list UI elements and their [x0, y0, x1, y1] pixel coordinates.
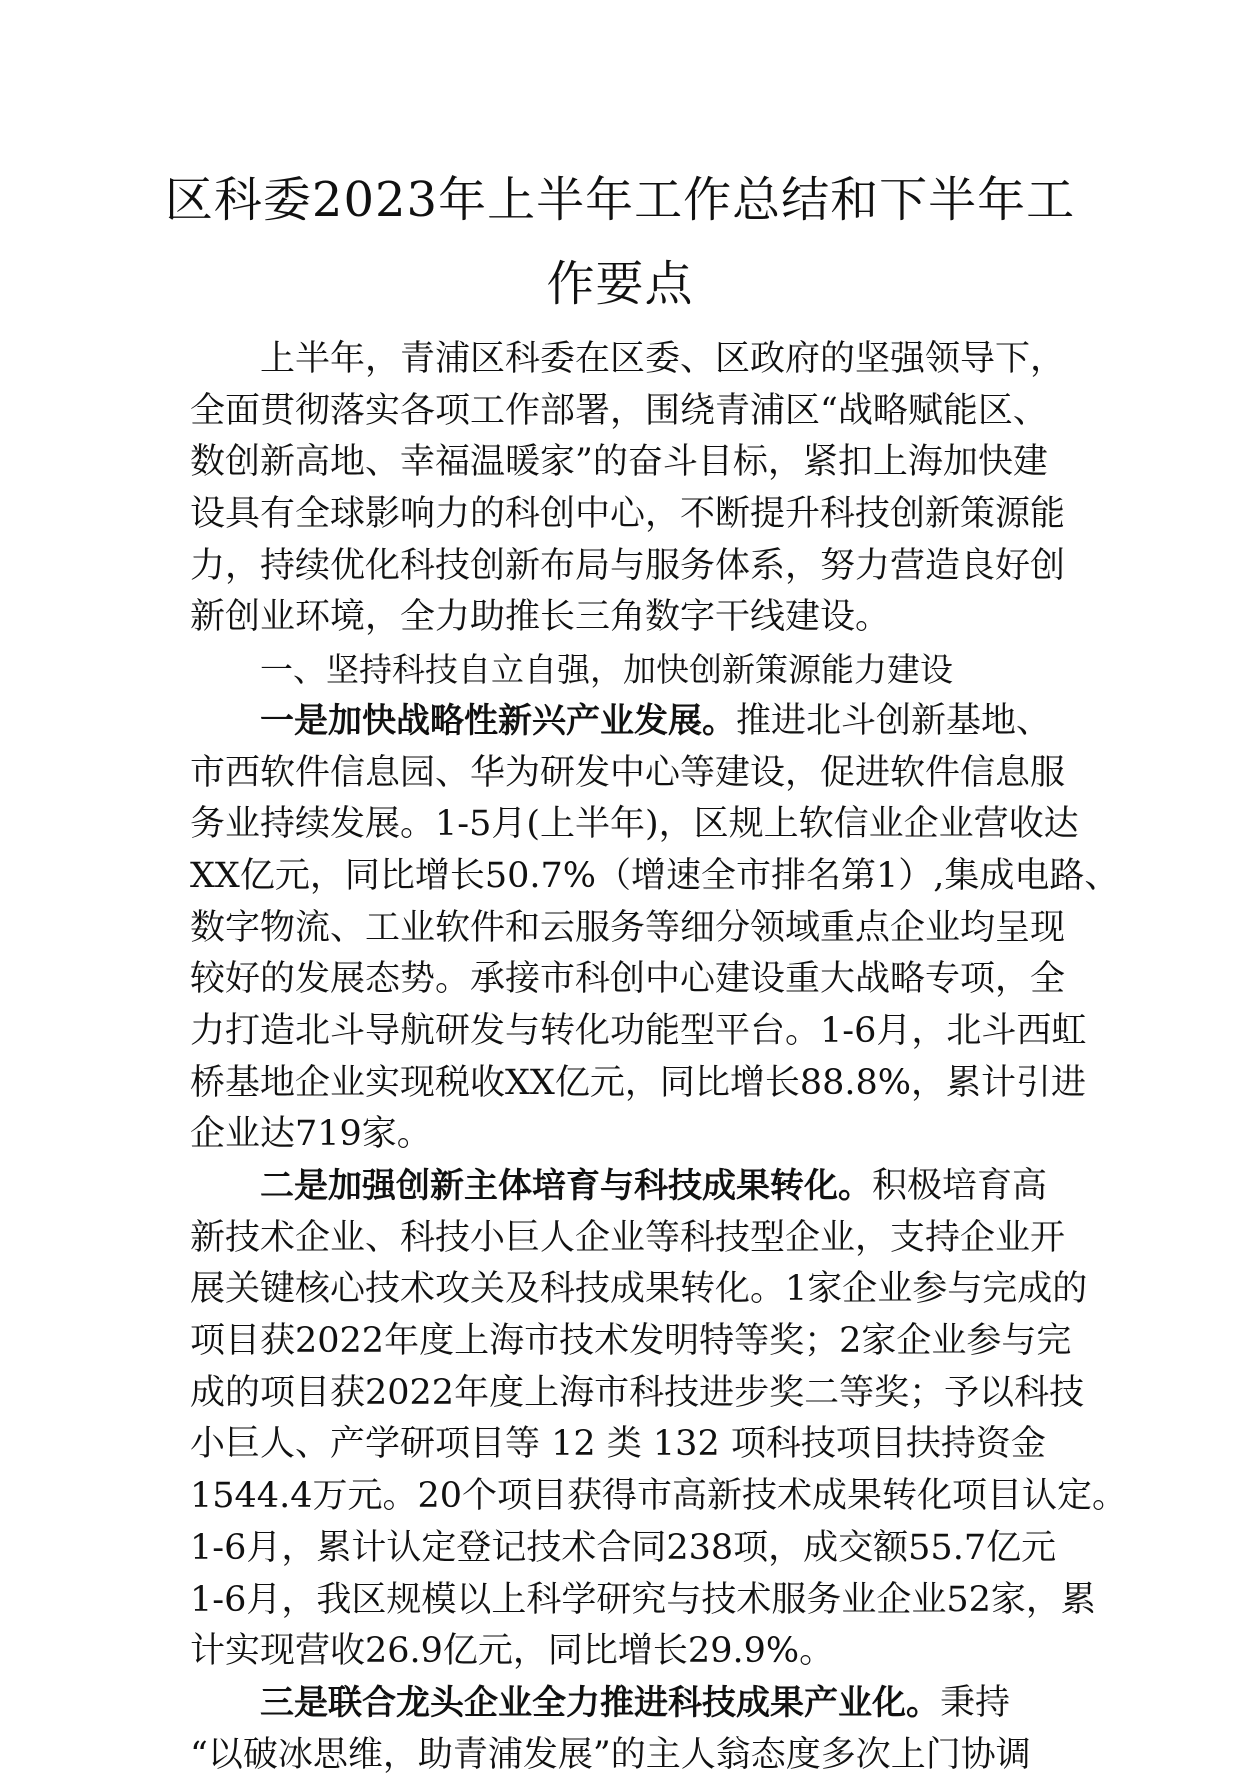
paragraph-line: 数字物流、工业软件和云服务等细分领域重点企业均呈现 — [190, 907, 1066, 948]
intro-line: 设具有全球影响力的科创中心，不断提升科技创新策源能 — [190, 494, 1066, 535]
document-title-line-1: 区科委2023年上半年工作总结和下半年工 — [164, 172, 1076, 228]
section-heading: 一、坚持科技自立自强，加快创新策源能力建设 — [260, 650, 953, 690]
intro-line: 上半年，青浦区科委在区委、区政府的坚强领导下， — [260, 339, 1066, 379]
paragraph-line: 务业持续发展。1-5月(上半年)，区规上软信业企业营收达 — [190, 804, 1079, 845]
intro-line: 全面贯彻落实各项工作部署，围绕青浦区“战略赋能区、 — [190, 390, 1048, 431]
paragraph-line: 1-6月，我区规模以上科学研究与技术服务业企业52家，累 — [190, 1579, 1096, 1620]
paragraph-line: 企业达719家。 — [190, 1114, 432, 1155]
paragraph-line: 力打造北斗导航研发与转化功能型平台。1-6月，北斗西虹 — [190, 1010, 1087, 1051]
paragraph-line: 市西软件信息园、华为研发中心等建设，促进软件信息服 — [190, 752, 1066, 793]
paragraph-line: 新技术企业、科技小巨人企业等科技型企业，支持企业开 — [190, 1217, 1066, 1258]
paragraph-line: 展关键核心技术攻关及科技成果转化。1家企业参与完成的 — [190, 1269, 1088, 1310]
paragraph-line: 计实现营收26.9亿元，同比增长29.9%。 — [190, 1631, 835, 1672]
paragraph-line: XX亿元，同比增长50.7%（增速全市排名第1）,集成电路、 — [190, 855, 1120, 896]
paragraph-text: 秉持 — [940, 1682, 1011, 1723]
intro-line: 力，持续优化科技创新布局与服务体系，努力营造良好创 — [190, 545, 1066, 586]
paragraph-lead: 二是加强创新主体培育与科技成果转化。 — [260, 1166, 872, 1206]
paragraph-line: 项目获2022年度上海市技术发明特等奖；2家企业参与完 — [190, 1321, 1072, 1362]
paragraph-line: “以破冰思维，助青浦发展”的主人翁态度多次上门协调 — [190, 1734, 1031, 1775]
intro-line: 新创业环境，全力助推长三角数字干线建设。 — [190, 597, 891, 638]
paragraph-lead: 三是联合龙头企业全力推进科技成果产业化。 — [260, 1682, 940, 1723]
paragraph-line: 1-6月，累计认定登记技术合同238项，成交额55.7亿元 — [190, 1527, 1057, 1568]
document-title-line-2: 作要点 — [546, 256, 694, 312]
paragraph-line: 桥基地企业实现税收XX亿元，同比增长88.8%，累计引进 — [190, 1062, 1087, 1103]
paragraph-first-line — [190, 696, 1070, 748]
intro-line: 数创新高地、幸福温暖家”的奋斗目标，紧扣上海加快建 — [190, 442, 1048, 483]
paragraph-line: 较好的发展态势。承接市科创中心建设重大战略专项，全 — [190, 959, 1066, 1000]
document-body — [190, 334, 1128, 1781]
paragraph-line: 小巨人、产学研项目等 12 类 132 项科技项目扶持资金 — [190, 1424, 1046, 1465]
paragraph-line: 成的项目获2022年度上海市科技进步奖二等奖；予以科技 — [190, 1372, 1085, 1413]
paragraph-text: 积极培育高 — [872, 1166, 1048, 1206]
paragraph-line: 1544.4万元。20个项目获得市高新技术成果转化项目认定。 — [190, 1476, 1128, 1517]
paragraph-text: 推进北斗创新基地、 — [736, 700, 1052, 741]
paragraph-first-line — [190, 1161, 1070, 1213]
paragraph-lead: 一是加快战略性新兴产业发展。 — [260, 700, 736, 741]
paragraph-first-line — [190, 1678, 1070, 1730]
